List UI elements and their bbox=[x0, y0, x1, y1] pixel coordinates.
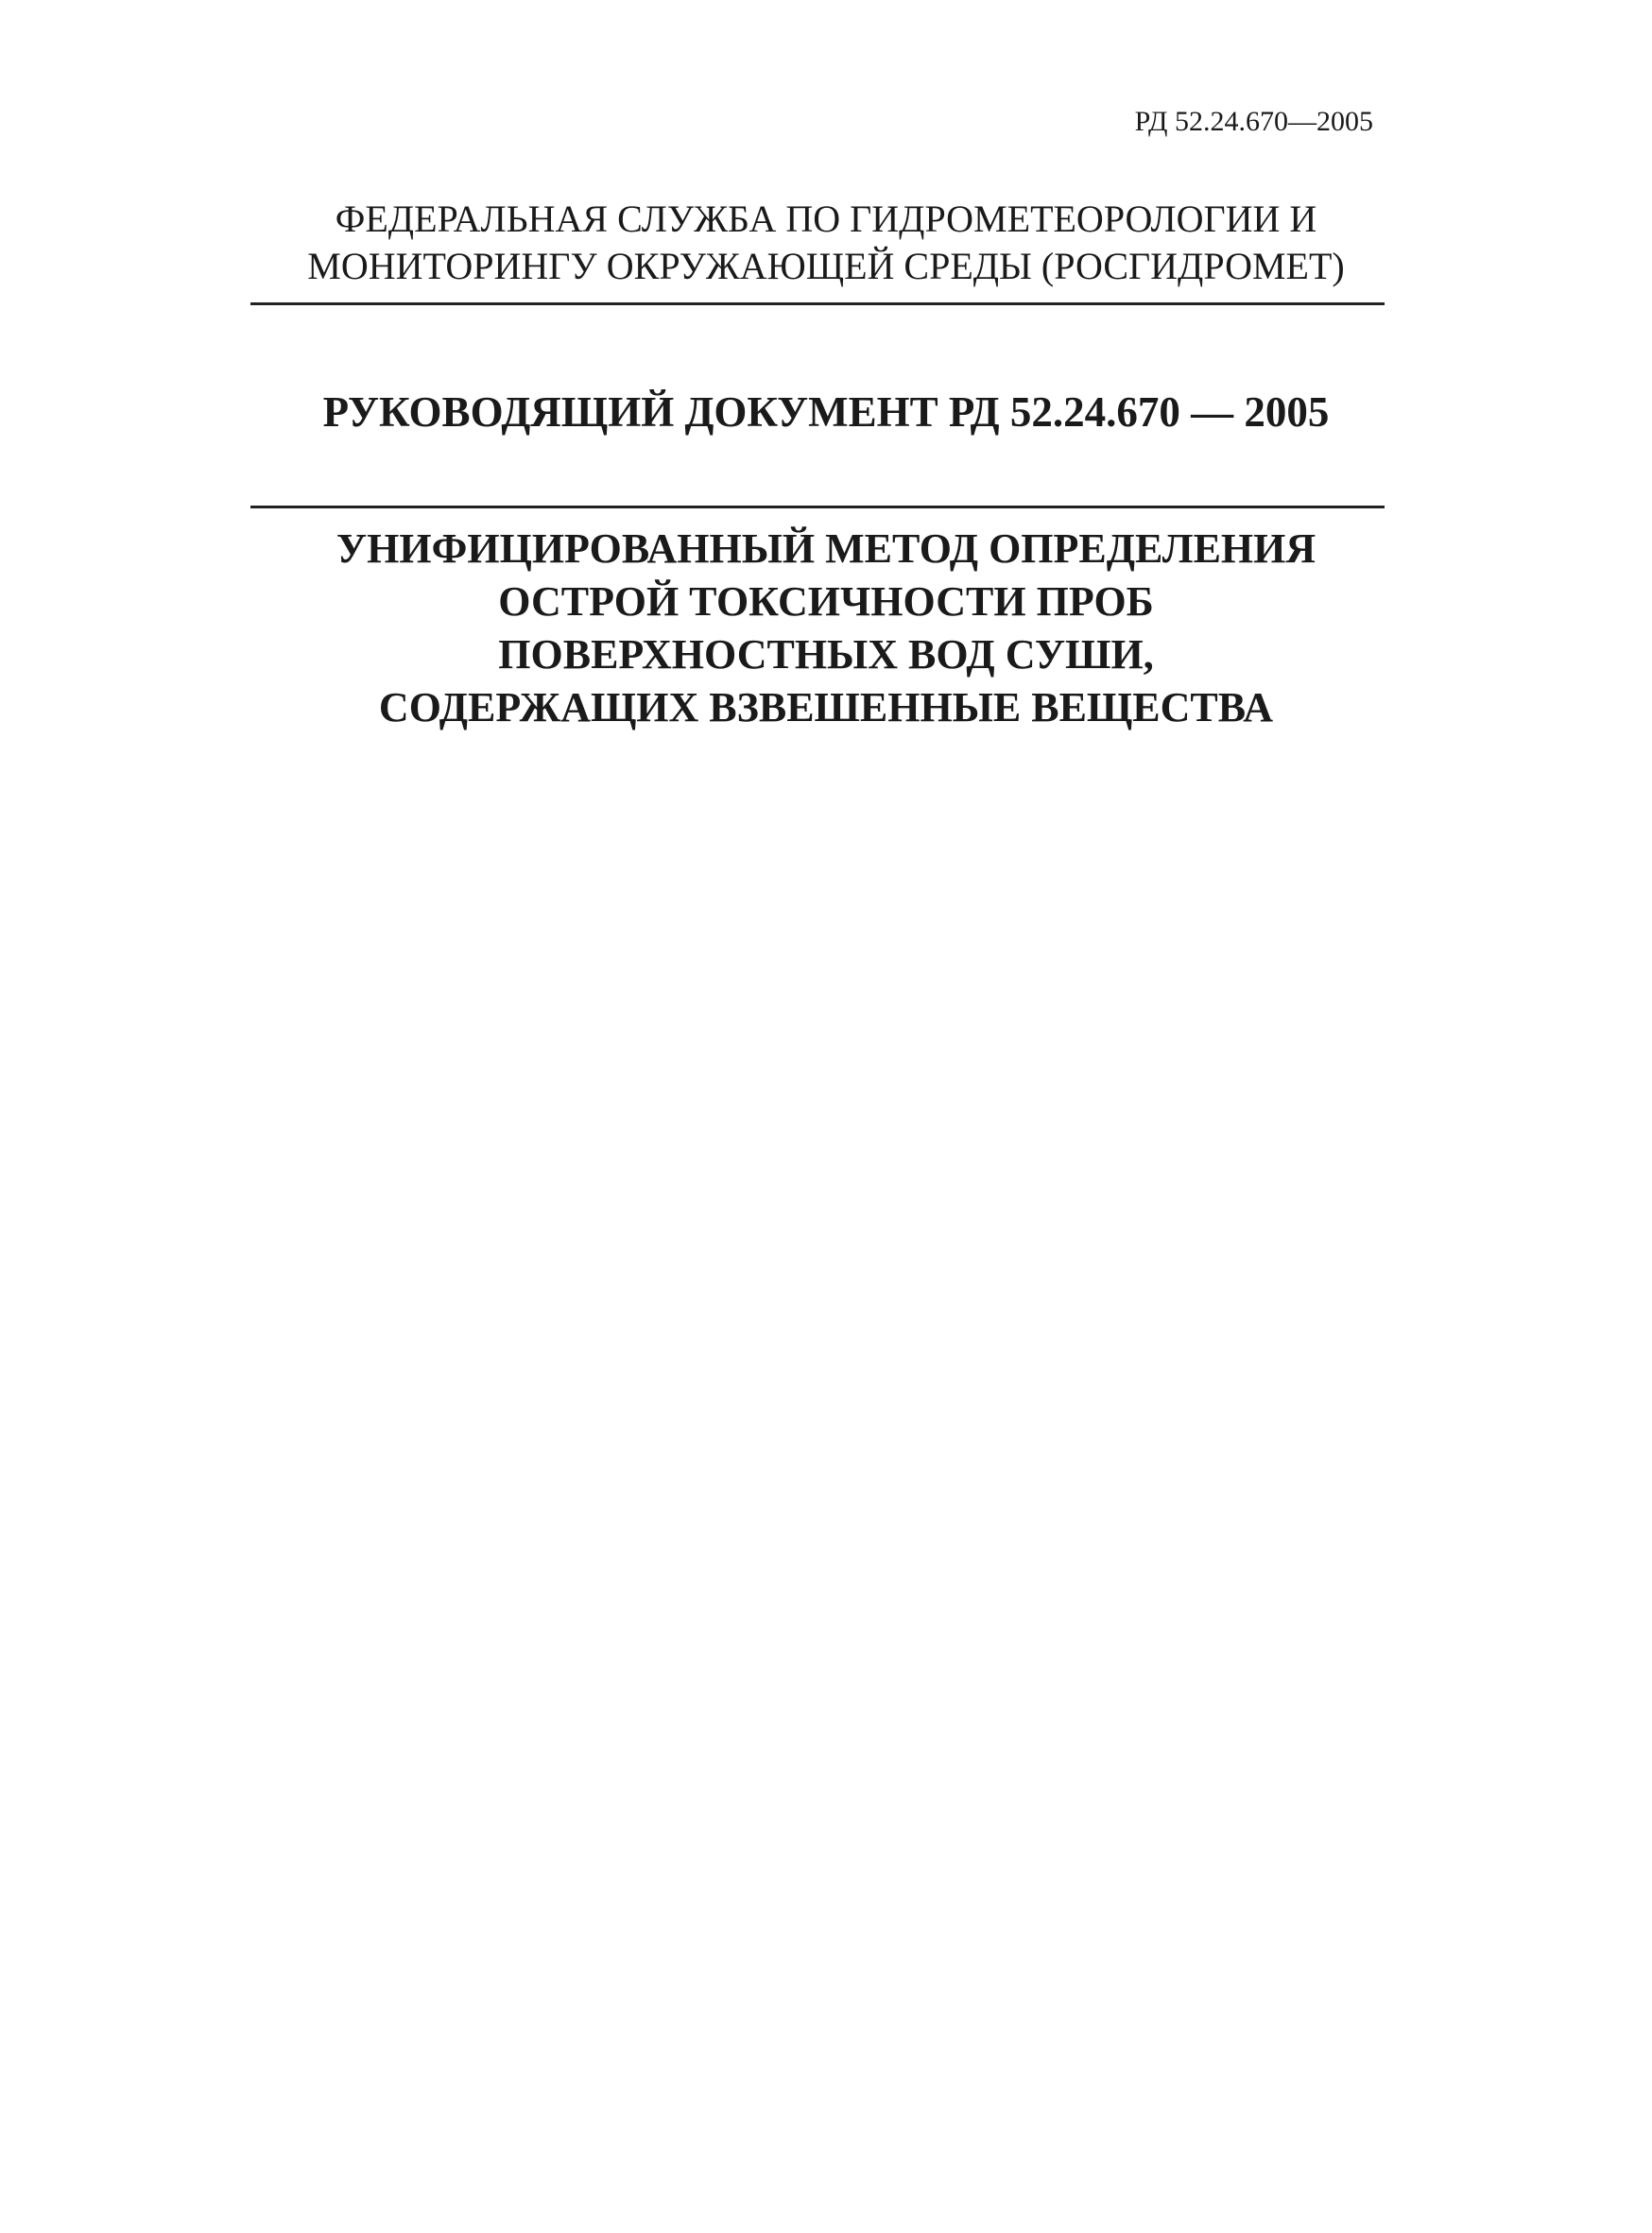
document-code: РД 52.24.670—2005 bbox=[1134, 106, 1373, 137]
document-title bbox=[0, 523, 1652, 734]
document-title-line-1: УНИФИЦИРОВАННЫЙ МЕТОД ОПРЕДЕЛЕНИЯ bbox=[336, 525, 1316, 572]
document-title-line-2: ОСТРОЙ ТОКСИЧНОСТИ ПРОБ bbox=[498, 578, 1154, 625]
agency-name bbox=[0, 196, 1652, 290]
document-title-line-3: ПОВЕРХНОСТНЫХ ВОД СУШИ, bbox=[498, 631, 1154, 678]
divider-top bbox=[250, 302, 1385, 305]
document-title-line-4: СОДЕРЖАЩИХ ВЗВЕШЕННЫЕ ВЕЩЕСТВА bbox=[378, 684, 1274, 730]
divider-bottom bbox=[250, 506, 1385, 508]
agency-name-line-2: МОНИТОРИНГУ ОКРУЖАЮЩЕЙ СРЕДЫ (РОСГИДРОМЕТ) bbox=[307, 245, 1345, 287]
document-type: РУКОВОДЯЩИЙ ДОКУМЕНТ РД 52.24.670 — 2005 bbox=[322, 388, 1330, 436]
agency-name-line-1: ФЕДЕРАЛЬНАЯ СЛУЖБА ПО ГИДРОМЕТЕОРОЛОГИИ И bbox=[335, 198, 1317, 240]
